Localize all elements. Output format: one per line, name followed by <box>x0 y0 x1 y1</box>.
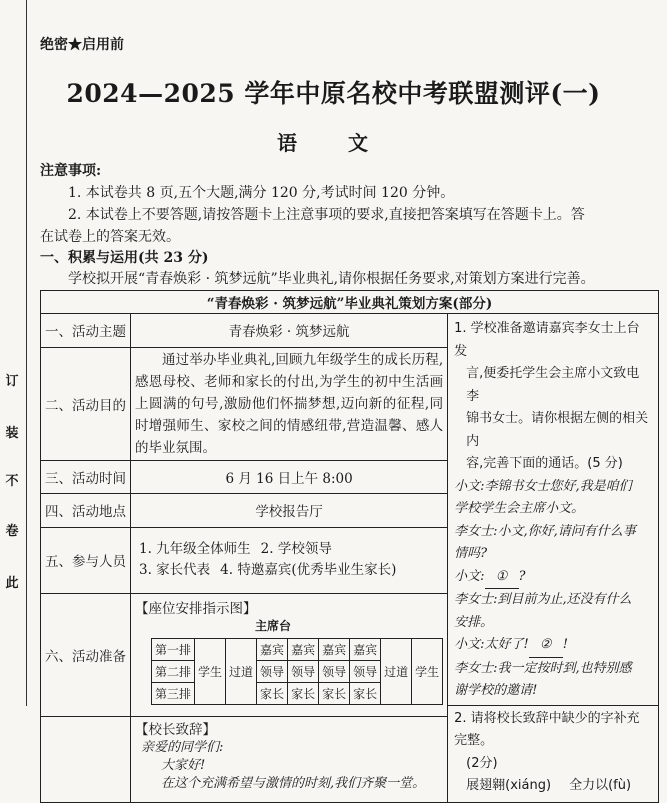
place-value: 学校报告厅 <box>131 494 448 528</box>
row-label-participants: 五、参与人员 <box>41 527 131 593</box>
seat-aisle: 过道 <box>381 638 412 704</box>
seat-chart <box>151 638 443 705</box>
time-value: 6 月 16 日上午 8:00 <box>131 460 448 494</box>
dialog-text: ? <box>518 568 526 584</box>
seat-student: 学生 <box>195 638 226 704</box>
notice-heading: 注意事项: <box>40 163 102 179</box>
theme-value: 青春焕彩 · 筑梦远航 <box>131 314 448 348</box>
seat-guest: 嘉宾 <box>257 638 288 660</box>
notice-item: 2. 本试卷上不要答题,请按答题卡上注意事项的要求,直接把答案填写在答题卡上。答 <box>68 207 585 223</box>
answer-blank-1: ① <box>485 566 519 590</box>
q2-word: 全力以(fù) <box>569 778 632 793</box>
seat-guest: 嘉宾 <box>319 638 350 660</box>
seat-guest: 嘉宾 <box>350 638 381 660</box>
speech-line: 大家好! <box>161 757 206 773</box>
dialog-text: 小文:太好了! <box>454 637 529 652</box>
dialog-line: 李女士:到目前为止,还没有什么 <box>454 592 632 607</box>
seat-aisle: 过道 <box>226 638 257 704</box>
seat-leader: 领导 <box>288 660 319 682</box>
row-label-speech <box>41 716 131 802</box>
seat-leader: 领导 <box>257 660 288 682</box>
seat-parent: 家长 <box>350 682 381 704</box>
purpose-value: 通过举办毕业典礼,回顾九年级学生的成长历程,感恩母校、老师和家长的付出,为学生的初中生活画上圆满的句号,激励他们怀揣梦想,迈向新的征程,同时增强师生、家校之间的情感纽带,营造温馨、感人的毕业氛围。 <box>131 347 448 460</box>
confidential-mark: 绝密★启用前 <box>40 37 124 53</box>
notice-item: 1. 本试卷共 8 页,五个大题,满分 120 分,考试时间 120 分钟。 <box>68 185 455 201</box>
section-intro: 学校拟开展“青春焕彩 · 筑梦远航”毕业典礼,请你根据任务要求,对策划方案进行完善。 <box>68 271 595 287</box>
q2-word: 展翅翱(xiáng) <box>466 778 552 793</box>
speech-line: 亲爱的同学们: <box>141 739 224 755</box>
dialog-line-blank-2 <box>454 634 652 658</box>
q2-prompt-line: (2分) <box>466 755 498 771</box>
platform-label: 主席台 <box>255 618 292 633</box>
margin-label: 订 <box>5 374 19 389</box>
dialog-line: 李女士:小文,你好,请问有什么事 <box>454 523 636 539</box>
q1-dialog <box>454 476 652 703</box>
prep-value <box>131 593 448 716</box>
dialog-line: 安排。 <box>454 614 494 630</box>
seat-row-label: 第二排 <box>152 660 195 682</box>
speech-line: 在这个充满希望与激情的时刻,我们齐聚一堂。 <box>161 775 426 791</box>
margin-label: 不 <box>5 474 19 489</box>
q1-prompt-line: 容,完善下面的通话。(5 分) <box>466 456 623 471</box>
exam-title: 2024—2025 学年中原名校中考联盟测评(一) <box>66 79 601 108</box>
margin-label: 卷 <box>5 524 19 539</box>
subject-title: 语 文 <box>277 131 390 155</box>
seat-leader: 领导 <box>350 660 381 682</box>
q1-prompt-line: 言,便委托学生会主席小文致电李 <box>466 366 640 404</box>
row-label-prep: 六、活动准备 <box>41 593 131 716</box>
participant-item: 3. 家长代表 <box>139 562 211 579</box>
q1-prompt-line: 锦书女士。请你根据左侧的相关内 <box>466 411 649 449</box>
row-label-theme: 一、活动主题 <box>41 314 131 348</box>
margin-label: 此 <box>5 576 19 591</box>
dialog-line: 学校学生会主席小文。 <box>454 501 585 516</box>
question-2-panel <box>448 705 658 798</box>
q2-prompt-line: 2. 请将校长致辞中缺少的字补充完整。 <box>454 710 640 748</box>
answer-blank-2: ② <box>529 634 563 658</box>
seat-parent: 家长 <box>319 682 350 704</box>
q1-prompt <box>454 318 652 476</box>
dialog-line: 情吗? <box>454 546 488 561</box>
dialog-line: 谢学校的邀请! <box>454 683 538 698</box>
dialog-line: 李女士:我一定按时到,也特别感 <box>454 660 632 676</box>
participants-value <box>131 527 448 593</box>
seat-row-label: 第一排 <box>152 638 195 660</box>
seat-parent: 家长 <box>257 682 288 704</box>
seat-chart-title: 【座位安排指示图】 <box>135 600 257 617</box>
q1-prompt-line: 1. 学校准备邀请嘉宾李女士上台发 <box>454 321 640 359</box>
plan-table-title: “青春焕彩 · 筑梦远航”毕业典礼策划方案(部分) <box>41 291 659 314</box>
section-heading: 一、积累与运用(共 23 分) <box>40 250 209 266</box>
speech-value <box>131 716 448 802</box>
margin-label: 装 <box>5 426 19 441</box>
dialog-text: 小文: <box>454 568 485 584</box>
speech-title: 【校长致辞】 <box>135 721 216 738</box>
q2-words <box>454 775 652 798</box>
row-label-purpose: 二、活动目的 <box>41 347 131 460</box>
seat-leader: 领导 <box>319 660 350 682</box>
participant-item: 1. 九年级全体师生 <box>139 541 251 558</box>
question-1-panel <box>448 314 659 803</box>
row-label-place: 四、活动地点 <box>41 494 131 528</box>
dialog-line-blank-1 <box>454 566 652 590</box>
dialog-line: 小文:李锦书女士您好,我是咱们 <box>454 478 632 494</box>
participant-item: 2. 学校领导 <box>260 541 332 558</box>
participant-item: 4. 特邀嘉宾(优秀毕业生家长) <box>220 562 397 579</box>
seat-parent: 家长 <box>288 682 319 704</box>
row-label-time: 三、活动时间 <box>41 460 131 494</box>
plan-table <box>40 290 659 803</box>
seat-student: 学生 <box>412 638 443 704</box>
notice-item: 在试卷上的答案无效。 <box>40 229 180 245</box>
seat-guest: 嘉宾 <box>288 638 319 660</box>
seat-row-label: 第三排 <box>152 682 195 704</box>
dialog-text: ! <box>562 637 568 652</box>
